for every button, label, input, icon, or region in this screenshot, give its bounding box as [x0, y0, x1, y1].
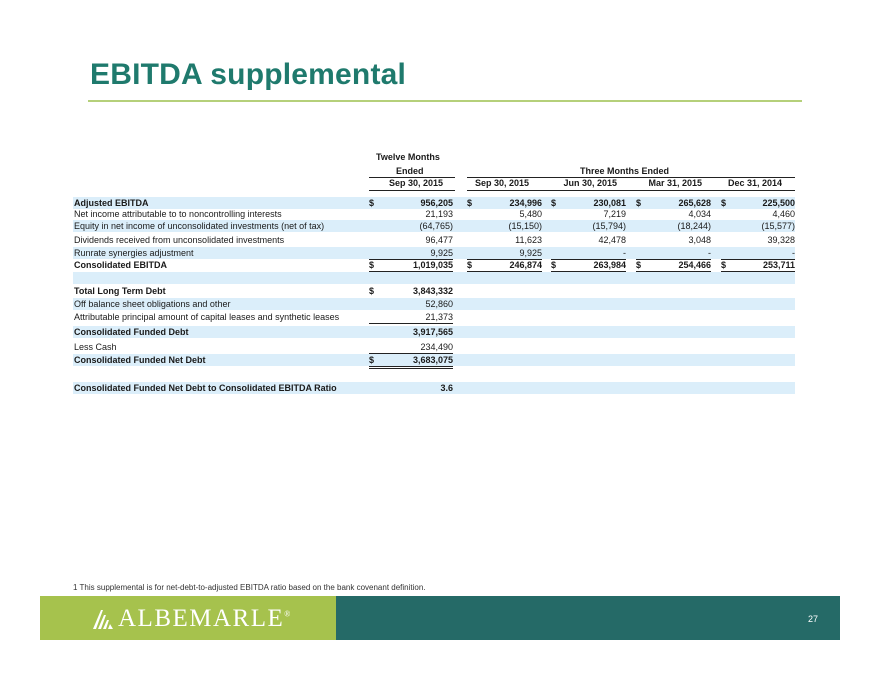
value-cell: 956,205: [420, 198, 453, 208]
value-cell: 1,019,035: [412, 260, 453, 270]
footnote: 1 This supplemental is for net-debt-to-adjusted EBITDA ratio based on the bank covenant definition.: [73, 583, 426, 592]
value-cell: -: [792, 248, 795, 258]
table-row: [73, 247, 795, 259]
albemarle-logo-text: ALBEMARLE®: [118, 605, 291, 632]
row-label: Total Long Term Debt: [74, 286, 166, 296]
row-label: Off balance sheet obligations and other: [74, 299, 231, 309]
dollar-sign: $: [467, 260, 473, 270]
column-header: Sep 30, 2015: [388, 178, 443, 188]
value-cell: 265,628: [678, 198, 711, 208]
column-header: Jun 30, 2015: [563, 178, 617, 188]
value-cell: 21,193: [425, 209, 453, 219]
value-cell: 3,843,332: [412, 286, 453, 296]
dollar-sign: $: [721, 198, 727, 208]
value-cell: 234,996: [509, 198, 542, 208]
row-label: Dividends received from unconsolidated investments: [74, 235, 285, 245]
dollar-sign: $: [369, 198, 375, 208]
value-cell: 254,466: [678, 260, 711, 270]
row-label: Attributable principal amount of capital leases and synthetic leases: [74, 312, 340, 322]
row-label: Less Cash: [74, 342, 117, 352]
value-cell: (18,244): [677, 221, 711, 231]
value-cell: 5,480: [519, 209, 542, 219]
footer-brand-panel: [40, 596, 336, 640]
value-cell: 246,874: [509, 260, 542, 270]
table-row: [73, 326, 795, 338]
table-row: [73, 259, 795, 271]
albemarle-logo-icon: [92, 608, 114, 630]
spacer-band: [73, 272, 795, 284]
dollar-sign: $: [467, 198, 473, 208]
column-header-underline: [467, 190, 795, 191]
total-double-underline: [369, 368, 453, 369]
header-three-months-ended: Three Months Ended: [580, 166, 670, 176]
value-cell: 4,460: [772, 209, 795, 219]
total-double-underline: [369, 366, 453, 367]
column-header: Sep 30, 2015: [474, 178, 529, 188]
value-cell: 39,328: [767, 235, 795, 245]
dollar-sign: $: [551, 198, 557, 208]
value-cell: 263,984: [593, 260, 626, 270]
row-label: Consolidated EBITDA: [74, 260, 168, 270]
row-label: Runrate synergies adjustment: [74, 248, 194, 258]
column-header-underline: [369, 190, 455, 191]
table-row: [73, 298, 795, 310]
value-cell: 11,623: [515, 235, 542, 245]
row-label: Consolidated Funded Debt: [74, 327, 189, 337]
dollar-sign: $: [551, 260, 557, 270]
dollar-sign: $: [636, 260, 642, 270]
value-cell: (15,577): [761, 221, 795, 231]
dollar-sign: $: [369, 260, 375, 270]
row-label: Adjusted EBITDA: [74, 198, 149, 208]
subtotal-underline: [369, 323, 453, 324]
value-cell: 9,925: [430, 248, 453, 258]
value-cell: (64,765): [419, 221, 453, 231]
table-row: [73, 341, 795, 353]
value-cell: 3,683,075: [412, 355, 453, 365]
value-cell: (15,794): [592, 221, 626, 231]
value-cell: 9,925: [519, 248, 542, 258]
dollar-sign: $: [721, 260, 727, 270]
value-cell: 42,478: [598, 235, 626, 245]
row-label: Consolidated Funded Net Debt: [74, 355, 206, 365]
value-cell: 3.6: [440, 383, 453, 393]
table-row: [73, 208, 795, 220]
header-ended: Ended: [396, 166, 424, 176]
table-row: [73, 382, 795, 394]
table-row: [73, 234, 795, 246]
table-row: [73, 285, 795, 297]
value-cell: 7,219: [603, 209, 626, 219]
row-label: Net income attributable to to noncontrolling interests: [74, 209, 282, 219]
value-cell: 253,711: [762, 260, 795, 270]
column-header: Mar 31, 2015: [648, 178, 702, 188]
dollar-sign: $: [636, 198, 642, 208]
value-cell: 230,081: [593, 198, 626, 208]
value-cell: 3,917,565: [412, 327, 453, 337]
value-cell: 52,860: [425, 299, 453, 309]
title-divider: [88, 100, 802, 102]
value-cell: 3,048: [688, 235, 711, 245]
value-cell: -: [708, 248, 711, 258]
dollar-sign: $: [369, 355, 375, 365]
page-title: EBITDA supplemental: [90, 58, 407, 91]
value-cell: (15,150): [508, 221, 542, 231]
value-cell: 234,490: [420, 342, 453, 352]
footer-bar: [40, 596, 840, 640]
value-cell: 4,034: [688, 209, 711, 219]
table-row: [73, 311, 795, 323]
value-cell: -: [623, 248, 626, 258]
header-twelve-months: Twelve Months: [376, 152, 440, 162]
value-cell: 21,373: [425, 312, 453, 322]
row-label: Consolidated Funded Net Debt to Consolidated EBITDA Ratio: [74, 383, 337, 393]
value-cell: 96,477: [425, 235, 453, 245]
page-number: 27: [807, 614, 818, 624]
table-row: [73, 220, 795, 232]
table-row: [73, 354, 795, 366]
row-label: Equity in net income of unconsolidated investments (net of tax): [74, 221, 325, 231]
column-header: Dec 31, 2014: [727, 178, 782, 188]
dollar-sign: $: [369, 286, 375, 296]
value-cell: 225,500: [762, 198, 795, 208]
